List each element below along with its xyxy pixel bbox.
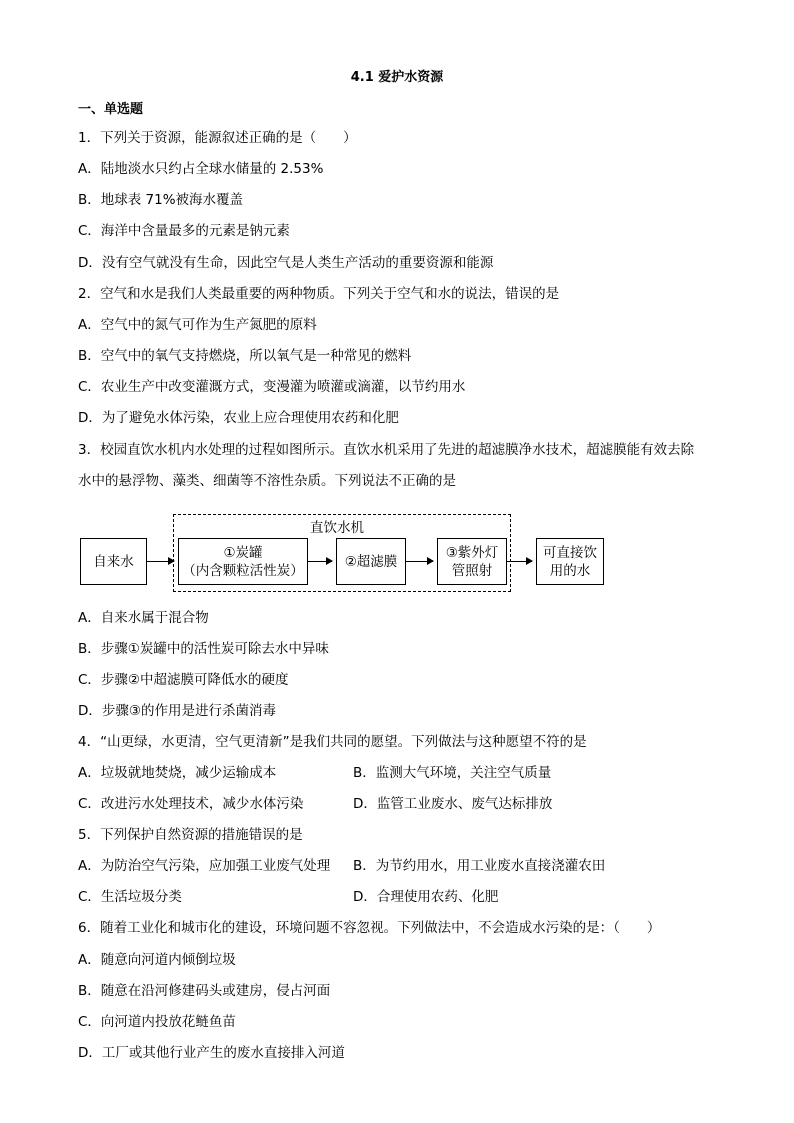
q6-option-d: D．工厂或其他行业产生的废水直接排入河道 [78, 1045, 345, 1061]
step3-label-line1: ③紫外灯 [445, 544, 499, 561]
arrow-step2-to-step3 [406, 561, 433, 562]
q5-stem: 5．下列保护自然资源的措施错误的是 [78, 827, 303, 843]
q2-option-b: B．空气中的氧气支持燃烧，所以氧气是一种常见的燃料 [78, 348, 412, 364]
water-dispenser-diagram [78, 512, 608, 592]
q1-option-b: B．地球表 71%被海水覆盖 [78, 192, 244, 208]
q3-option-a: A．自来水属于混合物 [78, 610, 209, 626]
step1-box [178, 538, 308, 585]
source-label: 自来水 [93, 553, 134, 570]
q2-stem: 2．空气和水是我们人类最重要的两种物质。下列关于空气和水的说法，错误的是 [78, 286, 560, 302]
q5-option-a: A．为防治空气污染，应加强工业废气处理 [78, 858, 331, 874]
step1-label-line1: ①炭罐 [223, 544, 263, 561]
q2-option-a: A．空气中的氮气可作为生产氮肥的原料 [78, 317, 317, 333]
q1-option-c: C．海洋中含量最多的元素是钠元素 [78, 223, 290, 239]
q2-option-c: C．农业生产中改变灌溉方式，变漫灌为喷灌或滴灌，以节约用水 [78, 379, 466, 395]
step3-box [437, 538, 507, 585]
output-label-line1: 可直接饮 [543, 544, 597, 561]
q5-option-d: D．合理使用农药、化肥 [353, 889, 499, 905]
q4-option-a: A．垃圾就地焚烧，减少运输成本 [78, 765, 277, 781]
section-heading: 一、单选题 [78, 102, 144, 117]
step1-label-line2: （内含颗粒活性炭） [182, 562, 304, 579]
q5-option-c: C．生活垃圾分类 [78, 889, 182, 905]
output-label-line2: 用的水 [549, 562, 591, 579]
q2-option-d: D．为了避免水体污染，农业上应合理使用农药和化肥 [78, 410, 399, 426]
q3-option-b: B．步骤①炭罐中的活性炭可除去水中异味 [78, 641, 329, 657]
source-box [80, 538, 147, 585]
q3-option-d: D．步骤③的作用是进行杀菌消毒 [78, 703, 276, 719]
q1-stem: 1．下列关于资源，能源叙述正确的是（ ） [78, 130, 357, 146]
q6-option-c: C．向河道内投放花鲢鱼苗 [78, 1014, 236, 1030]
q4-option-c: C．改进污水处理技术，减少水体污染 [78, 796, 304, 812]
step3-label-line2: 管照射 [451, 562, 493, 579]
q6-stem: 6．随着工业化和城市化的建设，环境问题不容忽视。下列做法中，不会造成水污染的是：（ ） [78, 920, 661, 936]
q4-option-b: B．监测大气环境，关注空气质量 [353, 765, 552, 781]
q5-option-b: B．为节约用水，用工业废水直接浇灌农田 [353, 858, 606, 874]
q4-stem: 4．“山更绿，水更清，空气更清新”是我们共同的愿望。下列做法与这种愿望不符的是 [78, 734, 587, 750]
q3-stem-line1: 3．校园直饮水机内水处理的过程如图所示。直饮水机采用了先进的超滤膜净水技术，超滤膜能有效去除 [78, 442, 695, 458]
q3-stem-line2: 水中的悬浮物、藻类、细菌等不溶性杂质。下列说法不正确的是 [78, 473, 456, 489]
q6-option-a: A．随意向河道内倾倒垃圾 [78, 952, 236, 968]
page-title: 4.1 爱护水资源 [350, 70, 444, 85]
arrow-source-to-step1 [147, 561, 174, 562]
dispenser-group-label: 直饮水机 [310, 520, 364, 536]
q6-option-b: B．随意在沿河修建码头或建房，侵占河面 [78, 983, 331, 999]
step2-box [336, 538, 406, 585]
arrow-step3-to-output [507, 561, 532, 562]
q4-option-d: D．监管工业废水、废气达标排放 [353, 796, 553, 812]
q1-option-d: D．没有空气就没有生命，因此空气是人类生产活动的重要资源和能源 [78, 255, 494, 271]
step2-label: ②超滤膜 [344, 553, 398, 570]
output-box [536, 538, 604, 585]
q3-option-c: C．步骤②中超滤膜可降低水的硬度 [78, 672, 289, 688]
q1-option-a: A．陆地淡水只约占全球水储量的 2.53% [78, 161, 324, 177]
arrow-step1-to-step2 [308, 561, 332, 562]
